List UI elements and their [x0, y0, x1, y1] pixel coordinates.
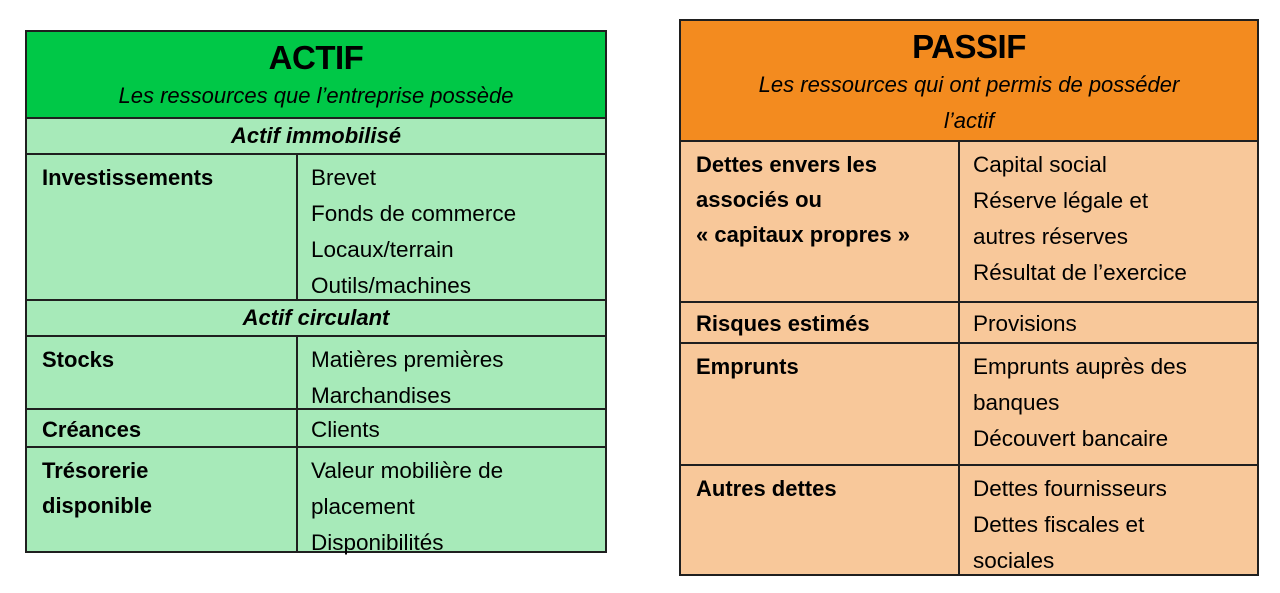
passif-header — [681, 21, 1257, 142]
passif-title: PASSIF — [912, 28, 1026, 65]
row-label-line: Emprunts — [696, 354, 799, 379]
list-item: autres réserves — [973, 224, 1129, 249]
row-items — [298, 448, 605, 555]
section-heading-actif-circulant: Actif circulant — [27, 301, 605, 337]
row-label-line: Investissements — [42, 165, 214, 190]
row-label — [27, 448, 298, 551]
actif-title: ACTIF — [268, 39, 364, 76]
row-label-line: associés ou — [696, 187, 822, 212]
list-item: Marchandises — [311, 383, 452, 408]
row-label-line: Risques estimés — [696, 311, 870, 336]
row-items — [960, 303, 1257, 342]
passif-body — [681, 142, 1257, 574]
list-item: Provisions — [973, 311, 1077, 336]
table-row-creances — [27, 410, 605, 448]
table-row-autres-dettes — [681, 466, 1257, 574]
actif-body — [27, 119, 605, 555]
passif-table — [679, 19, 1259, 576]
list-item: Dettes fournisseurs — [973, 476, 1167, 501]
list-item: Locaux/terrain — [311, 237, 454, 262]
row-label-line: Trésorerie — [42, 458, 149, 483]
row-items — [960, 466, 1257, 574]
row-label — [27, 155, 298, 299]
list-item: Résultat de l’exercice — [973, 260, 1187, 285]
list-item: placement — [311, 494, 415, 519]
passif-subtitle-line: Les ressources qui ont permis de posséder — [758, 72, 1180, 97]
row-label — [681, 466, 960, 574]
table-row-capitaux-propres — [681, 142, 1257, 303]
actif-table — [25, 30, 607, 553]
table-row-investissements — [27, 155, 605, 301]
list-item: sociales — [973, 548, 1055, 573]
table-row-emprunts — [681, 344, 1257, 466]
table-row-risques — [681, 303, 1257, 344]
list-item: Emprunts auprès des — [973, 354, 1187, 379]
table-row-stocks — [27, 337, 605, 410]
actif-subtitle: Les ressources que l’entreprise possède — [118, 83, 514, 108]
list-item: Disponibilités — [311, 530, 444, 555]
table-row-tresorerie — [27, 448, 605, 555]
passif-subtitle-line: l’actif — [943, 108, 995, 133]
section-heading-actif-immobilise: Actif immobilisé — [27, 119, 605, 155]
row-items — [298, 410, 605, 446]
row-label-line: Créances — [42, 417, 142, 442]
row-label-line: Autres dettes — [696, 476, 837, 501]
row-items — [298, 337, 605, 408]
list-item: Capital social — [973, 152, 1107, 177]
list-item: Clients — [311, 417, 380, 442]
row-label-line: Dettes envers les — [696, 152, 877, 177]
row-label-line: « capitaux propres » — [696, 222, 910, 247]
list-item: Découvert bancaire — [973, 426, 1169, 451]
list-item: Dettes fiscales et — [973, 512, 1145, 537]
row-label — [681, 303, 960, 342]
list-item: Matières premières — [311, 347, 504, 372]
list-item: Brevet — [311, 165, 377, 190]
passif-subtitle — [681, 67, 1257, 139]
row-items — [298, 155, 605, 299]
list-item: Outils/machines — [311, 273, 472, 298]
row-label — [681, 344, 960, 464]
row-label — [27, 410, 298, 446]
row-label — [27, 337, 298, 408]
row-items — [960, 142, 1257, 301]
actif-header — [27, 32, 605, 119]
row-label-line: disponible — [42, 493, 152, 518]
row-label-line: Stocks — [42, 347, 115, 372]
list-item: Réserve légale et — [973, 188, 1149, 213]
row-items — [960, 344, 1257, 464]
list-item: Valeur mobilière de — [311, 458, 504, 483]
list-item: Fonds de commerce — [311, 201, 517, 226]
list-item: banques — [973, 390, 1060, 415]
row-label — [681, 142, 960, 301]
